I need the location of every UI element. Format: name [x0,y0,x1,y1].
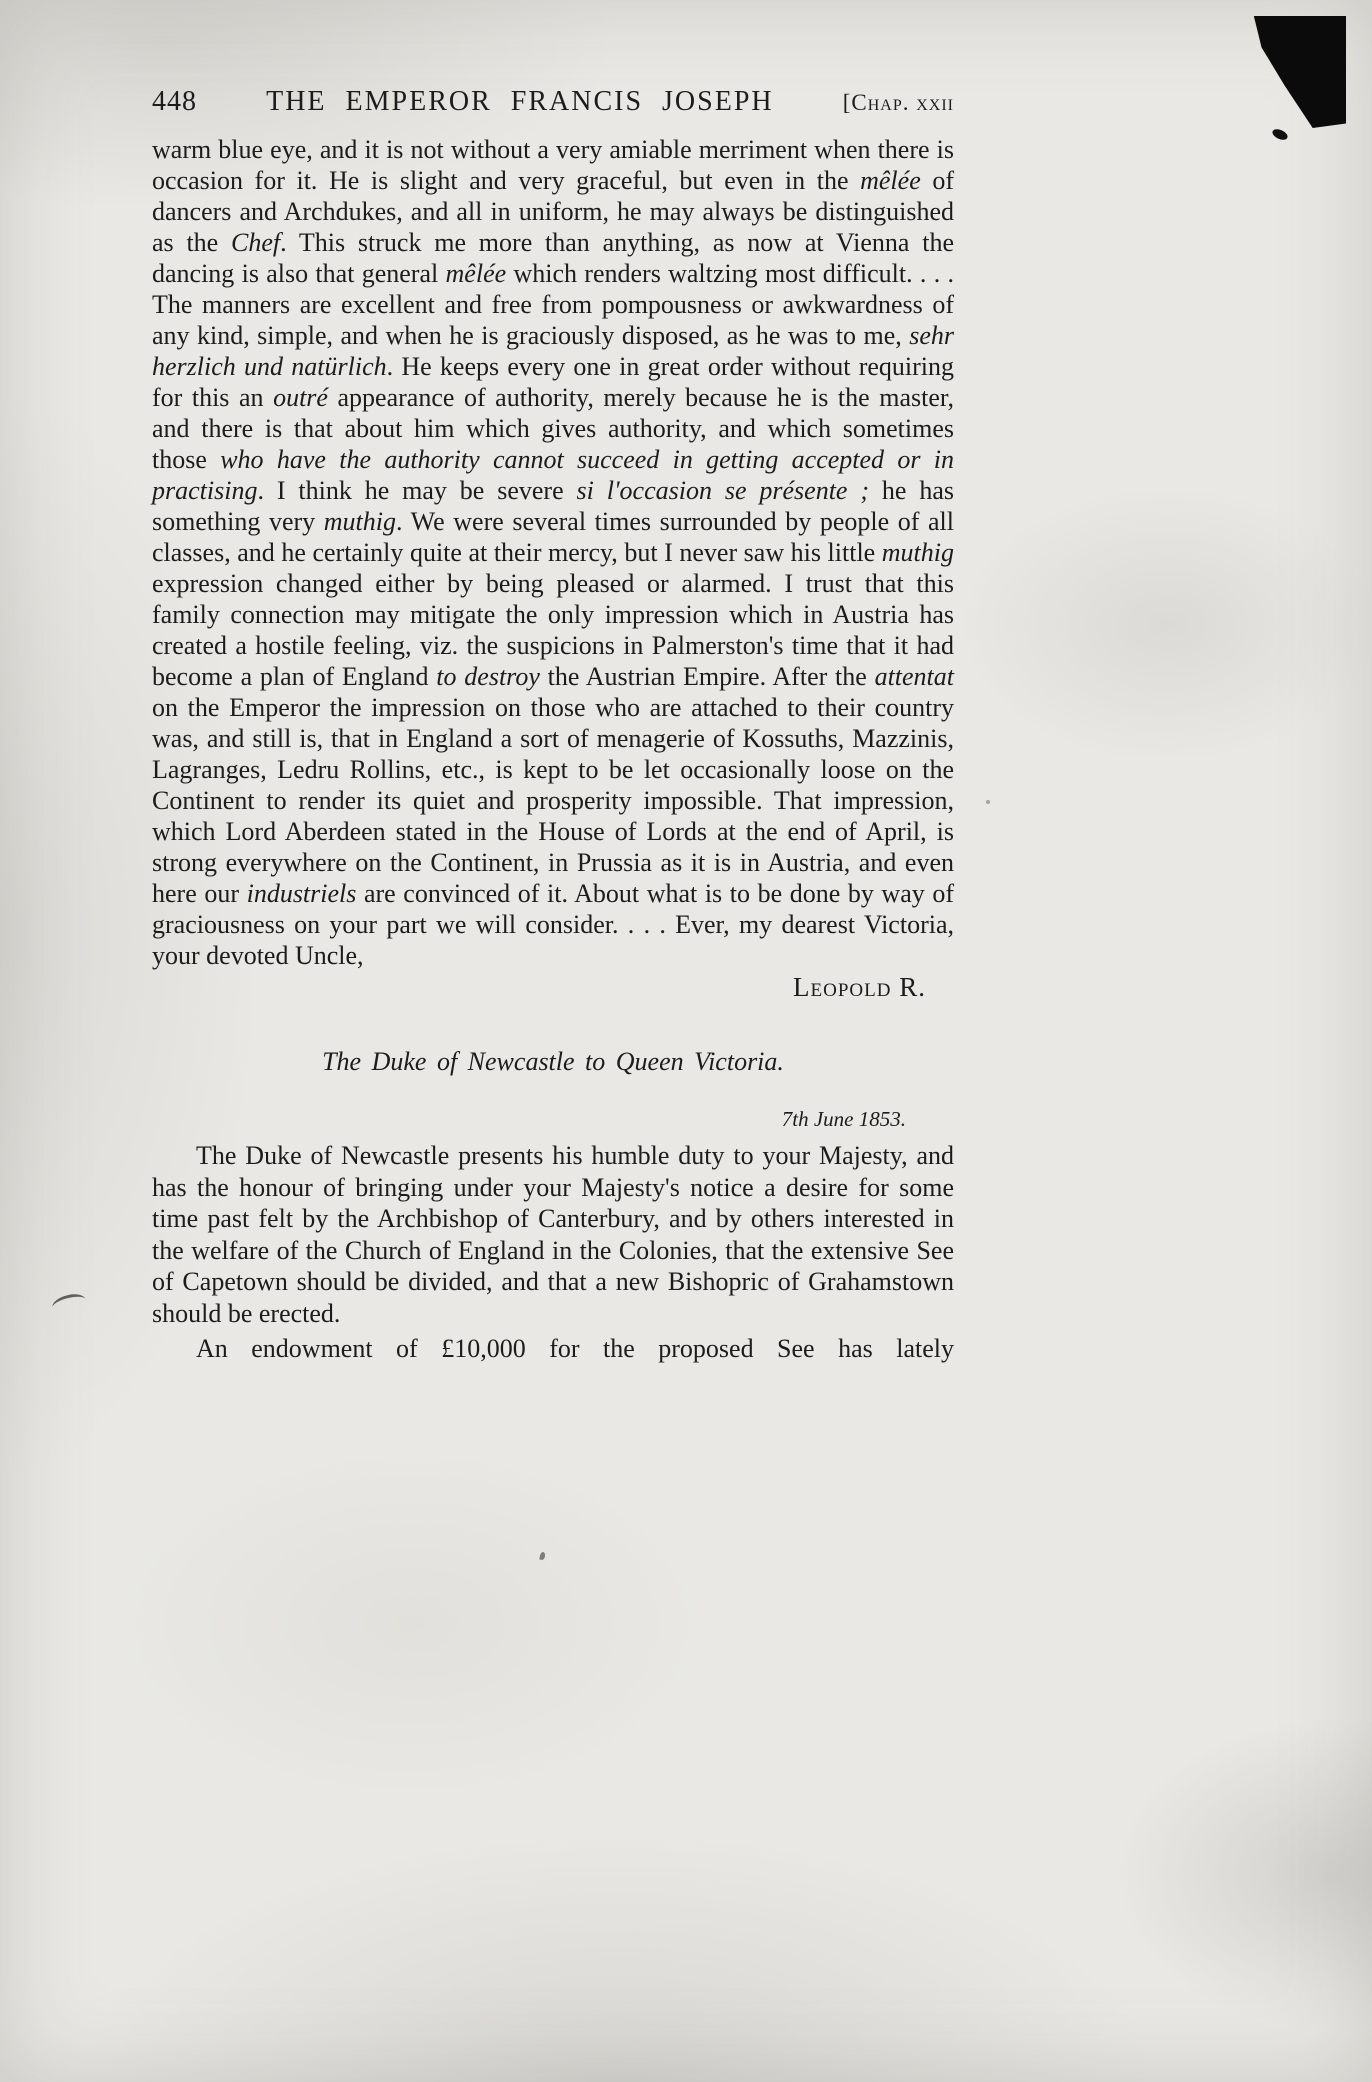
letter-heading: The Duke of Newcastle to Queen Victoria. [322,1047,784,1076]
letter-paragraph: The Duke of Newcastle presents his humble duty to your Majesty, and has the honour of bringing under your Majesty's notice a desire for some time past felt by the Archbishop of Canterbury, and by others interested in the welfare of the Church of England in the Colonies, that the extensive See of Capetown should be divided, and that a new Bishopric of Grahamstown should be erected. [152,1141,954,1328]
letter-signature: Leopold R. [793,972,926,1002]
letter-body-paragraph: warm blue eye, and it is not without a very amiable merriment when there is occasion for it. He is slight and very graceful, but even in the mêlée of dancers and Archdukes, and all in uniform, he may always be distinguished as the Chef. This struck me more than anything, as now at Vienna the dancing is also that general mêlée which renders waltzing most difficult. . . . The manners are excellent and free from pompousness or awkwardness of any kind, simple, and when he is graciously disposed, as he was to me, sehr herzlich und natürlich. He keeps every one in great order without requiring for this an outré appearance of authority, merely because he is the master, and there is that about him which gives authority, and which sometimes those who have the authority cannot succeed in getting accepted or in practising. I think he may be severe si l'occasion se présente ; he has something very muthig. We were several times surrounded by people of all classes, and he certainly quite at their mercy, but I never saw his little muthig expression changed either by being pleased or alarmed. I trust that this family connection may mitigate the only impression which in Austria has created a hostile feeling, viz. the suspicions in Palmerston's time that it had become a plan of England to destroy the Austrian Empire. After the attentat on the Emperor the impression on those who are attached to their country was, and still is, that in England a sort of menagerie of Kossuths, Mazzinis, Lagranges, Ledru Rollins, etc., is kept to be let occasionally loose on the Continent to render its quiet and prosperity impossible. That impression, which Lord Aberdeen stated in the House of Lords at the end of April, is strong everywhere on the Continent, in Prussia as it is in Austria, and even here our industriels are convinced of it. About what is to be done by way of graciousness on your part we will consider. . . . Ever, my dearest Victoria, your devoted Uncle, [152,135,955,970]
scan-speck [539,1552,546,1561]
ink-speck [1271,127,1289,142]
margin-pen-mark [50,1291,87,1316]
text-column [152,86,954,1365]
ink-corner-mark [1218,16,1346,128]
running-title: THE EMPEROR FRANCIS JOSEPH [266,86,774,117]
page-number: 448 [152,86,197,117]
letter-date: 7th June 1853. [781,1107,906,1131]
page-header [152,86,954,118]
chapter-reference: [Chap. xxii [842,90,954,115]
letter-paragraph: An endowment of £10,000 for the proposed See has lately [196,1334,954,1363]
scan-speck [986,800,990,804]
